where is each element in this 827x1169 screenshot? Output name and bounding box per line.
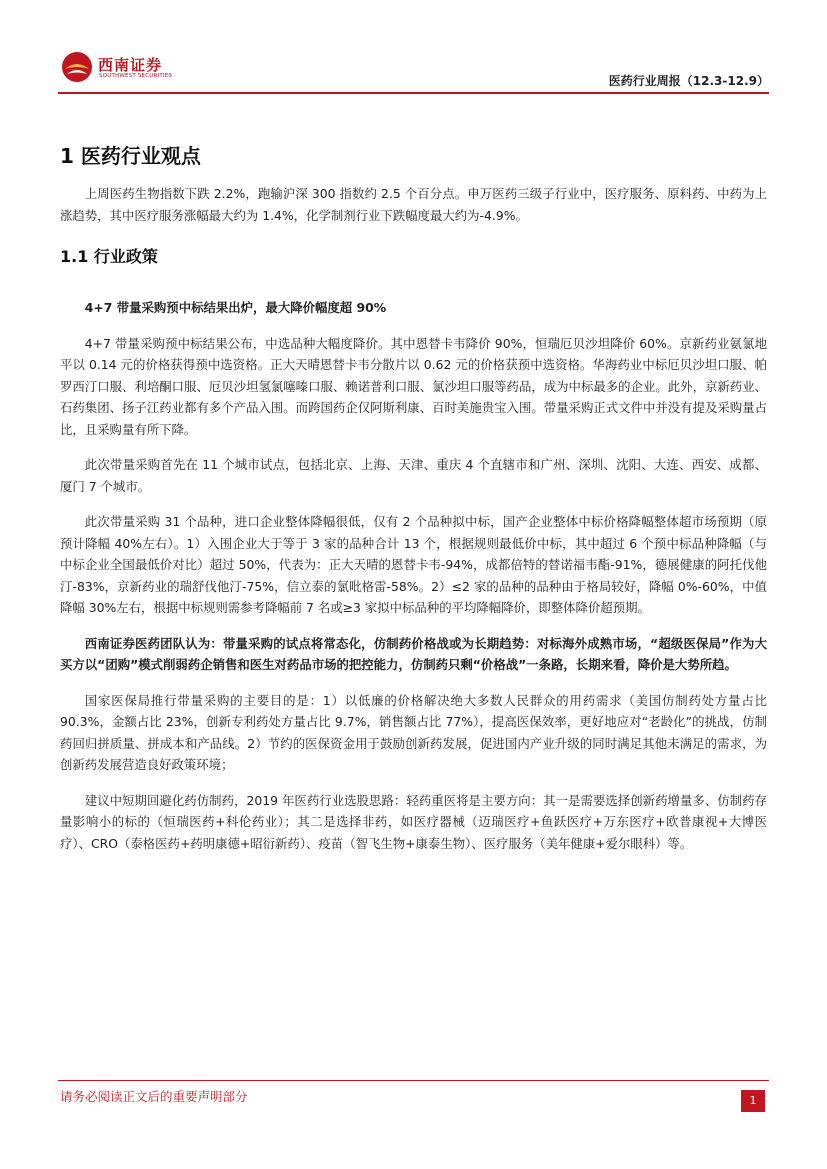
footer-disclaimer: 请务必阅读正文后的重要声明部分 (60, 1089, 248, 1104)
subsection-heading: 1.1 行业政策 (60, 247, 158, 266)
report-title: 医药行业周报（12.3-12.9） (608, 74, 769, 88)
report-body (60, 140, 767, 868)
page-number: 1 (741, 1090, 765, 1112)
header-divider (58, 92, 769, 94)
footer-divider (58, 1080, 769, 1081)
logo-chinese-name: 西南证券 (98, 56, 163, 74)
body-paragraph: 此次带量采购 31 个品种，进口企业整体降幅很低，仅有 2 个品种拟中标，国产企业整体中标价格降幅整体超市场预期（原预计降幅 40%左右）。1）入围企业大于等于 3 家的品种合计 13 个，根据规则最低价中标，其中超过 6 个预中标品种降幅（与中标企业全国最低价对比）超过 50%，代表为：正大天晴的恩替卡韦-94%，成都倍特的替诺福韦酯-91%，德展健康的阿托伐他汀-83%，京新药业的瑞舒伐他汀-75%，信立泰的氯吡格雷-58%。2）≤2 家的品种的品种由于格局较好，降幅 0%-60%，中值降幅 30%左右，根据中标规则需参考降幅前 7 名或≥3 家拟中标品种的平均降幅降价，即整体降价超预期。 (60, 514, 767, 615)
analyst-view-paragraph: 西南证券医药团队认为：带量采购的试点将常态化，仿制药价格战或为长期趋势：对标海外成熟市场，“超级医保局”作为大买方以“团购”模式削弱药企销售和医生对药品市场的把控能力，仿制药只剩“价格战”一条路，长期来看，降价是大势所趋。 (60, 635, 767, 672)
section-heading: 1 医药行业观点 (60, 144, 201, 168)
logo-emblem-icon (60, 50, 94, 84)
policy-subheading: 4+7 带量采购预中标结果出炉，最大降价幅度超 90% (84, 300, 387, 315)
section-intro-paragraph: 上周医药生物指数下跌 2.2%，跑输沪深 300 指数约 2.5 个百分点。申万医药三级子行业中，医疗服务、原料药、中药为上涨趋势，其中医疗服务涨幅最大约为 1.4%，化学制剂行业下跌幅度最大约为-4.9%。 (60, 186, 767, 223)
company-logo (60, 50, 180, 86)
body-paragraph: 国家医保局推行带量采购的主要目的是：1）以低廉的价格解决绝大多数人民群众的用药需求（美国仿制药处方量占比 90.3%，金额占比 23%，创新专利药处方量占比 9.7%，销售额占比 77%），提高医保效率，更好地应对“老龄化”的挑战，仿制药回归拼质量、拼成本和产品线。2）节约的医保资金用于鼓励创新药发展，促进国内产业升级的同时满足其他未满足的需求，为创新药发展营造良好政策环境； (60, 692, 767, 772)
body-paragraph: 建议中短期回避化药仿制药，2019 年医药行业选股思路：轻药重医将是主要方向：其一是需要选择创新药增量多、仿制药存量影响小的标的（恒瑞医药+科伦药业）；其二是选择非药，如医疗器械（迈瑞医疗+鱼跃医疗+万东医疗+欧普康视+大博医疗）、CRO（泰格医药+药明康德+昭衍新药）、疫苗（智飞生物+康泰生物）、医疗服务（美年健康+爱尔眼科）等。 (60, 792, 767, 851)
body-paragraph: 4+7 带量采购预中标结果公布，中选品种大幅度降价。其中恩替卡韦降价 90%，恒瑞厄贝沙坦降价 60%。京新药业氨氯地平以 0.14 元的价格获得预中选资格。正大天晴恩替卡韦分散片以 0.62 元的价格获预中选资格。华海药业中标厄贝沙坦口服、帕罗西汀口服、利培酮口服、厄贝沙坦氢氯噻嗪口服、赖诺普利口服、氯沙坦口服等药品，成为中标最多的企业。此外，京新药业、石药集团、扬子江药业都有多个产品入围。而跨国药企仅阿斯利康、百时美施贵宝入围。带量采购正式文件中并没有提及采购量占比，且采购量有所下降。 (60, 335, 767, 437)
logo-english-name: SOUTHWEST SECURITIES (99, 73, 173, 79)
body-paragraph: 此次带量采购首先在 11 个城市试点，包括北京、上海、天津、重庆 4 个直辖市和广州、深圳、沈阳、大连、西安、成都、厦门 7 个城市。 (60, 457, 767, 494)
